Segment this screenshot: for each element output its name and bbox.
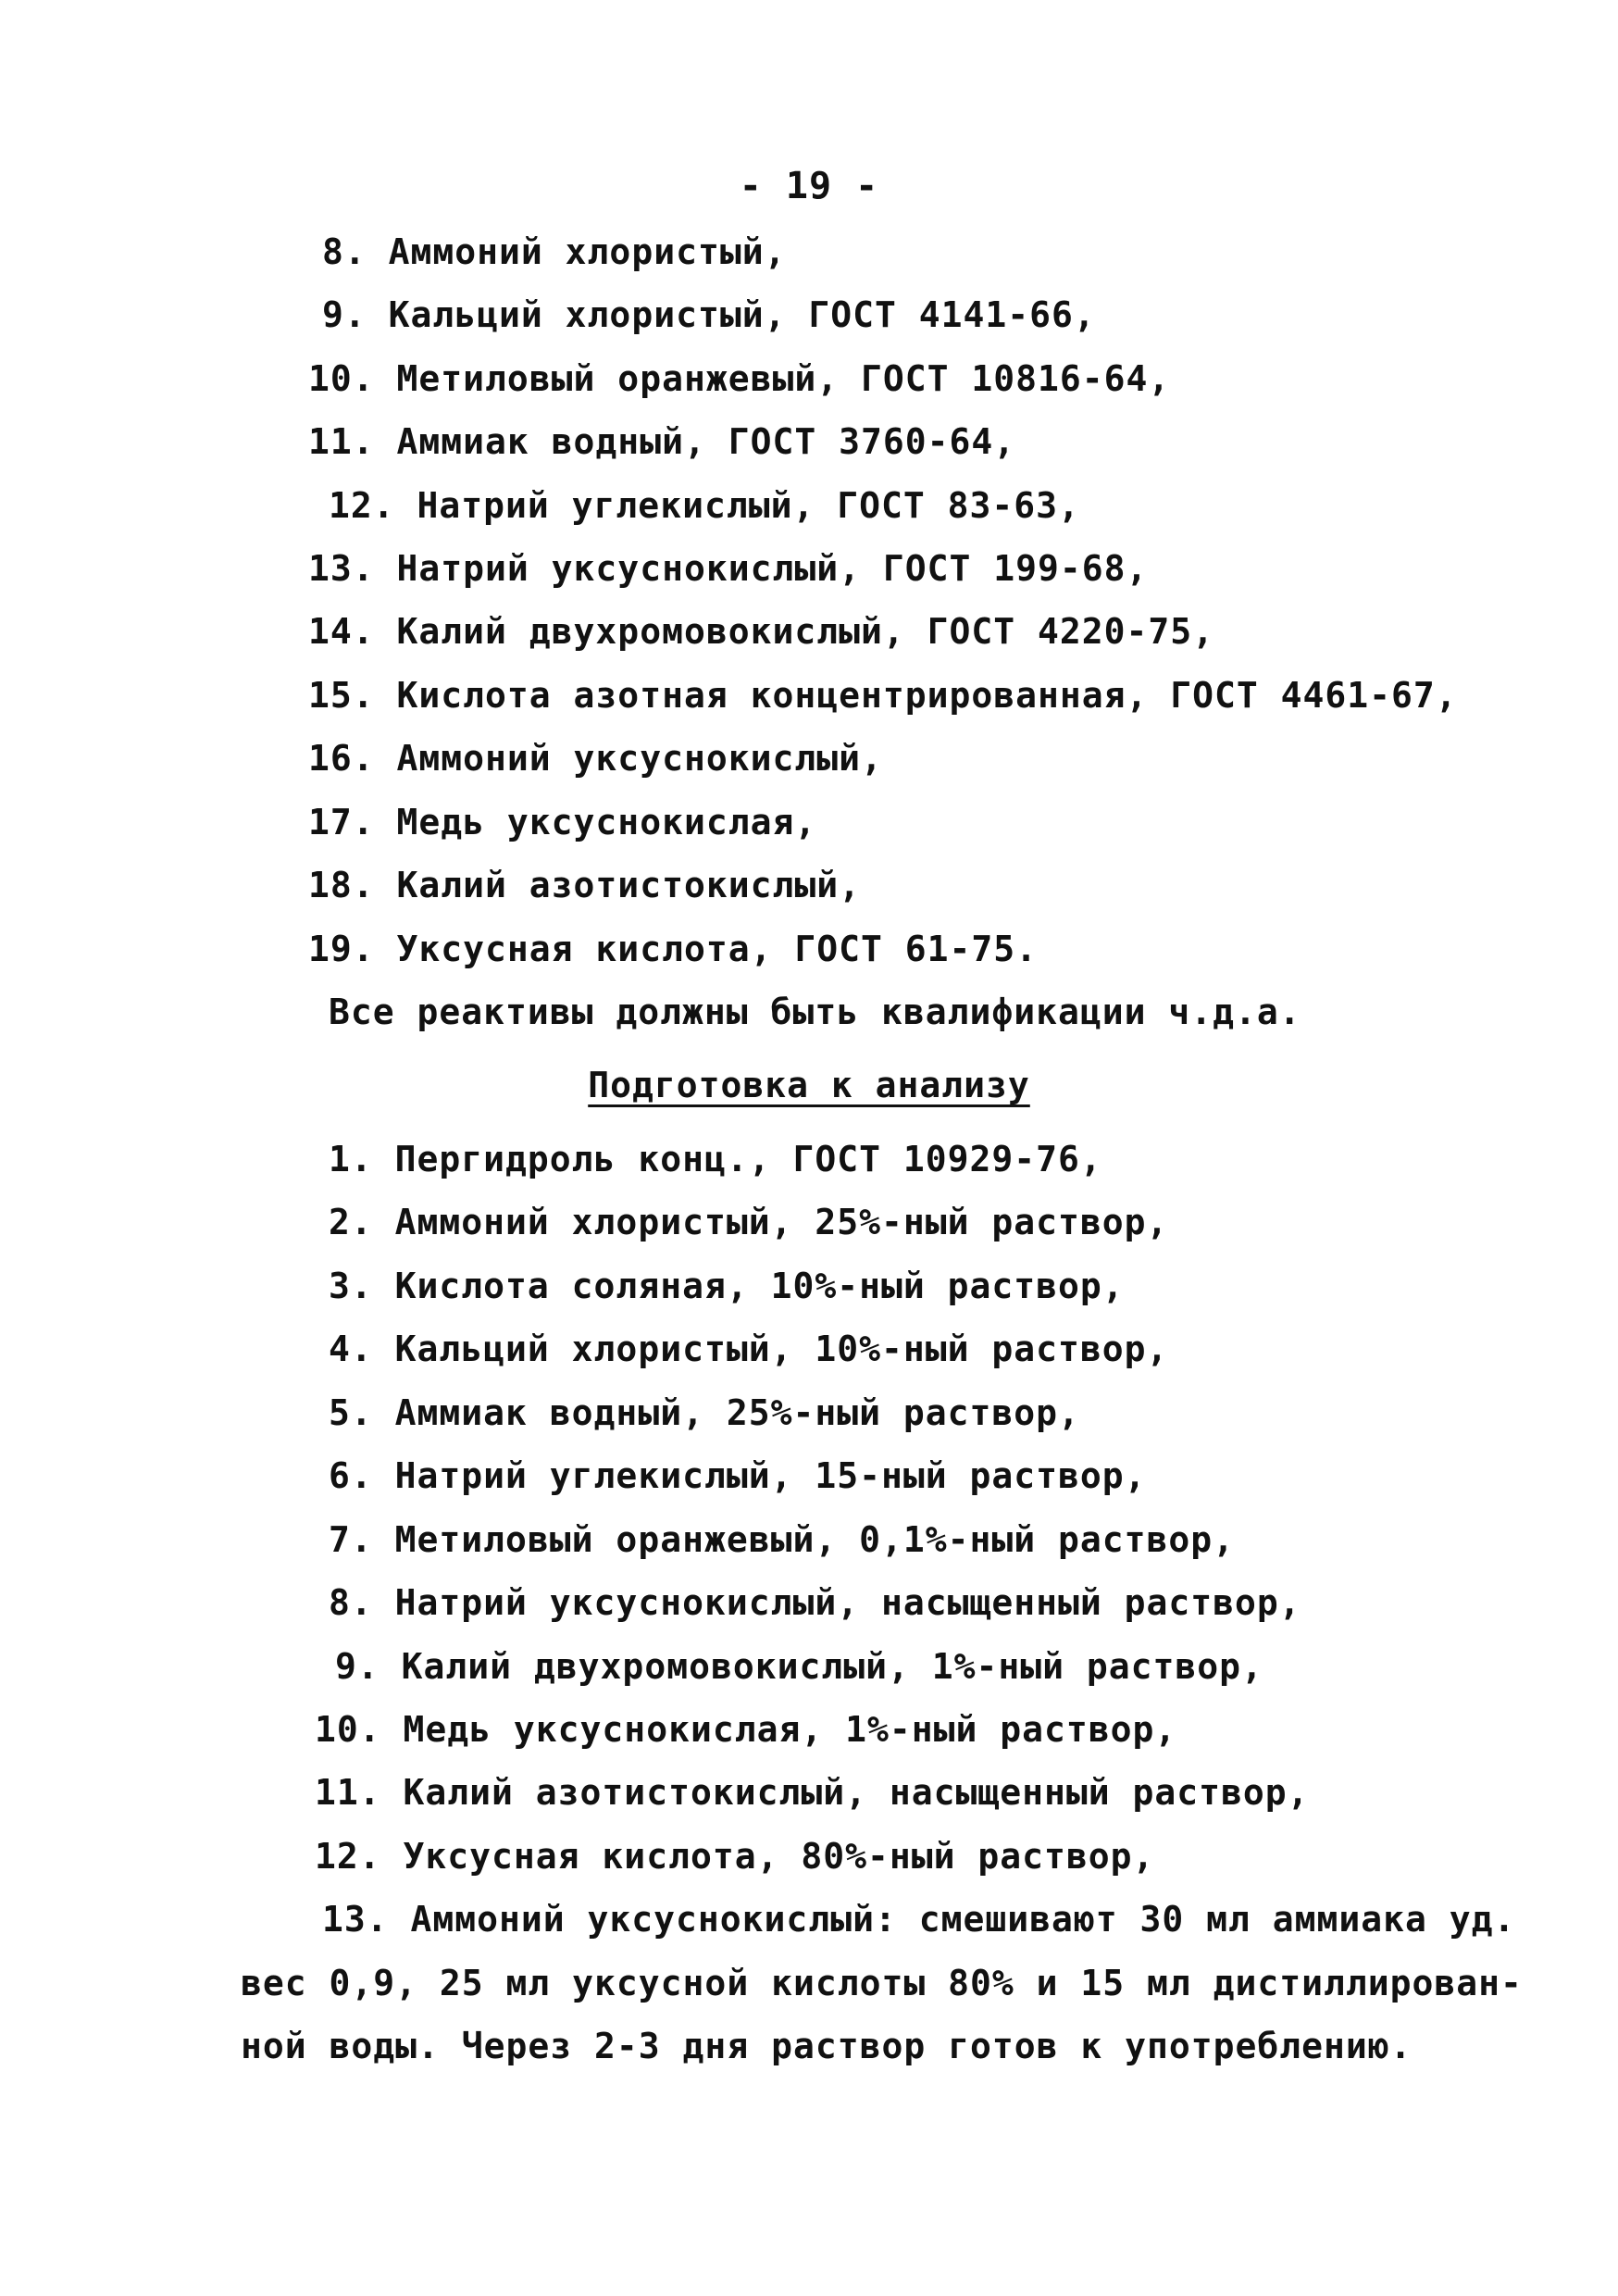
list-item bbox=[329, 1391, 1080, 1435]
item-number: 8. bbox=[329, 1582, 373, 1623]
item-text: Калий двухромовокислый, 1%-ный раствор, bbox=[401, 1646, 1263, 1687]
section-heading: Подготовка к анализу bbox=[588, 1065, 1030, 1105]
list-item bbox=[308, 356, 1170, 401]
list-item bbox=[329, 483, 1080, 528]
item-text: Кислота азотная концентрированная, ГОСТ 4461-67, bbox=[396, 675, 1458, 716]
item-number: 10. bbox=[308, 358, 375, 399]
item-text: Медь уксуснокислая, 1%-ный раствор, bbox=[403, 1709, 1177, 1750]
item-number: 17. bbox=[308, 802, 375, 842]
item-text: Пергидроль конц., ГОСТ 10929-76, bbox=[394, 1139, 1102, 1179]
item-number: 11. bbox=[308, 421, 375, 462]
item-text: Кислота соляная, 10%-ный раствор, bbox=[394, 1266, 1125, 1306]
list-item bbox=[329, 1580, 1301, 1625]
item-number: 2. bbox=[329, 1202, 373, 1242]
item-number: 5. bbox=[329, 1392, 373, 1433]
item-number: 7. bbox=[329, 1519, 373, 1560]
item-text: Аммоний хлористый, bbox=[388, 231, 787, 272]
list-item bbox=[308, 419, 1015, 464]
list-item bbox=[322, 293, 1096, 337]
list-item bbox=[322, 230, 786, 274]
item-number: 9. bbox=[322, 294, 367, 335]
list-item bbox=[315, 1707, 1176, 1752]
item-number: 13. bbox=[308, 548, 375, 589]
list-item bbox=[329, 1200, 1168, 1244]
item-number: 12. bbox=[315, 1836, 381, 1877]
item-text: Натрий уксуснокислый, ГОСТ 199-68, bbox=[396, 548, 1149, 589]
item-number: 9. bbox=[335, 1646, 380, 1687]
item-number: 19. bbox=[308, 929, 375, 969]
item-number: 6. bbox=[329, 1455, 373, 1496]
item-text: Калий азотистокислый, bbox=[396, 865, 861, 905]
list-item bbox=[329, 1327, 1168, 1371]
item-text: Метиловый оранжевый, ГОСТ 10816-64, bbox=[396, 358, 1171, 399]
item-text: Аммоний уксуснокислый, bbox=[396, 738, 883, 779]
item-number: 14. bbox=[308, 611, 375, 652]
paragraph-line: вес 0,9, 25 мл уксусной кислоты 80% и 15 мл дистиллирован- bbox=[241, 1963, 1523, 2003]
item-number: 3. bbox=[329, 1266, 373, 1306]
item-text: Кальций хлористый, ГОСТ 4141-66, bbox=[388, 294, 1096, 335]
item-text: Натрий уксуснокислый, насыщенный раствор, bbox=[394, 1582, 1301, 1623]
item-number: 18. bbox=[308, 865, 375, 905]
list-item bbox=[308, 927, 1038, 971]
qualification-note: Все реактивы должны быть квалификации ч.д.а. bbox=[329, 992, 1301, 1032]
paragraph-line: 13. Аммоний уксуснокислый: смешивают 30 мл аммиака уд. bbox=[322, 1899, 1516, 1940]
item-text: Натрий углекислый, ГОСТ 83-63, bbox=[417, 485, 1080, 526]
list-item bbox=[308, 800, 816, 844]
list-item bbox=[329, 1264, 1125, 1308]
item-number: 10. bbox=[315, 1709, 381, 1750]
list-item bbox=[308, 673, 1458, 718]
item-text: Уксусная кислота, 80%-ный раствор, bbox=[403, 1836, 1155, 1877]
item-text: Метиловый оранжевый, 0,1%-ный раствор, bbox=[394, 1519, 1236, 1560]
list-item bbox=[329, 1137, 1102, 1181]
list-item bbox=[308, 546, 1148, 591]
page-number: - 19 - bbox=[739, 165, 879, 207]
item-number: 16. bbox=[308, 738, 375, 779]
item-text: Калий азотистокислый, насыщенный раствор, bbox=[403, 1772, 1310, 1813]
item-text: Аммоний хлористый, 25%-ный раствор, bbox=[394, 1202, 1169, 1242]
item-number: 1. bbox=[329, 1139, 373, 1179]
list-item bbox=[308, 863, 861, 907]
item-text: Калий двухромовокислый, ГОСТ 4220-75, bbox=[396, 611, 1215, 652]
list-item bbox=[329, 1454, 1147, 1498]
list-item bbox=[315, 1770, 1310, 1815]
item-text: Аммиак водный, 25%-ный раствор, bbox=[394, 1392, 1080, 1433]
list-item bbox=[329, 1517, 1235, 1562]
item-text: Аммиак водный, ГОСТ 3760-64, bbox=[396, 421, 1016, 462]
paragraph-line: ной воды. Через 2-3 дня раствор готов к употреблению. bbox=[241, 2026, 1413, 2066]
item-number: 15. bbox=[308, 675, 375, 716]
item-text: Натрий углекислый, 15-ный раствор, bbox=[394, 1455, 1147, 1496]
item-number: 12. bbox=[329, 485, 395, 526]
list-item bbox=[308, 736, 883, 780]
item-text: Кальций хлористый, 10%-ный раствор, bbox=[394, 1329, 1169, 1369]
list-item bbox=[308, 609, 1214, 654]
item-text: Уксусная кислота, ГОСТ 61-75. bbox=[396, 929, 1038, 969]
item-number: 4. bbox=[329, 1329, 373, 1369]
list-item bbox=[315, 1834, 1154, 1878]
item-number: 11. bbox=[315, 1772, 381, 1813]
list-item bbox=[335, 1644, 1263, 1689]
item-number: 8. bbox=[322, 231, 367, 272]
item-text: Медь уксуснокислая, bbox=[396, 802, 817, 842]
